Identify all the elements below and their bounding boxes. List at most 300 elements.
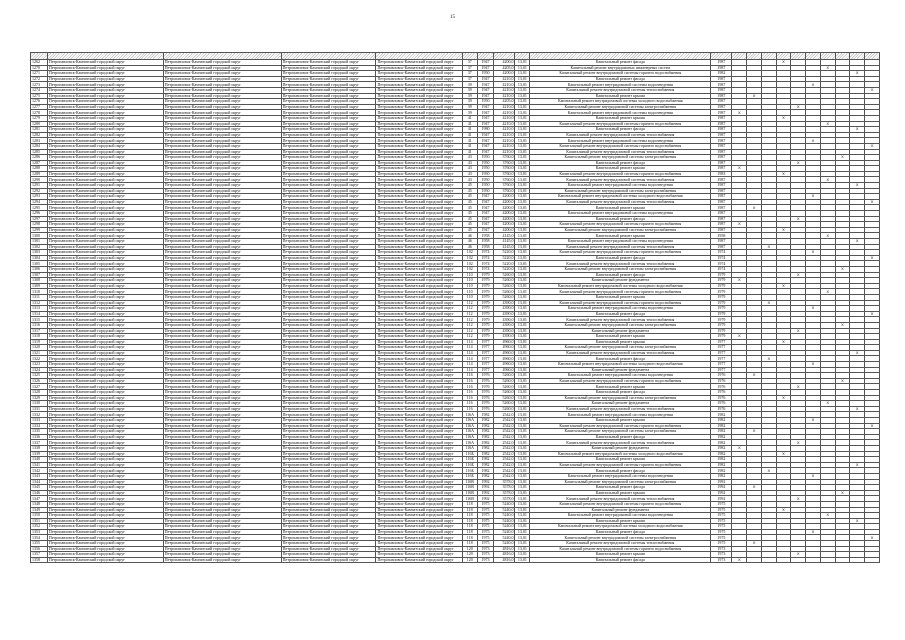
cell-region: Петропавловск-Камчатский городской округ xyxy=(376,266,462,272)
cell-work: Капитальный ремонт фасада xyxy=(530,529,711,535)
cell-cost: 13,01 xyxy=(515,82,530,88)
mark-cell: X xyxy=(747,205,762,211)
cell-area: 4200,0 xyxy=(494,71,515,77)
cell-region: Петропавловск-Камчатский городской округ xyxy=(281,149,376,155)
cell-area: 4210,0 xyxy=(494,115,515,121)
cell-region: Петропавловск-Камчатский городской округ xyxy=(376,143,462,149)
cell-id: 1332 xyxy=(31,412,48,418)
cell-region: Петропавловск-Камчатский городской округ xyxy=(47,429,163,435)
cell-work: Капитальный ремонт внутридомовой системы водоотведения xyxy=(530,513,711,519)
cell-id: 1301 xyxy=(31,239,48,245)
mark-cell xyxy=(791,557,806,563)
cell-work: Капитальный ремонт крыши xyxy=(530,518,711,524)
cell-region: Петропавловск-Камчатский городской округ xyxy=(376,367,462,373)
cell-year: 1975 xyxy=(477,541,494,547)
cell-region: Петропавловск-Камчатский городской округ xyxy=(47,473,163,479)
cell-region: Петропавловск-Камчатский городской округ xyxy=(47,507,163,513)
cell-cost: 13,01 xyxy=(515,401,530,407)
cell-work: Капитальный ремонт фундамента xyxy=(530,367,711,373)
cell-year: 1982 xyxy=(477,468,494,474)
cell-region: Петропавловск-Камчатский городской округ xyxy=(376,132,462,138)
cell-cost: 13,01 xyxy=(515,367,530,373)
cell-year: 1950 xyxy=(477,183,494,189)
cell-region: Петропавловск-Камчатский городской округ xyxy=(47,115,163,121)
cell-due: 1987 xyxy=(711,104,732,110)
cell-house: 116Б xyxy=(462,473,477,479)
cell-id: 1346 xyxy=(31,490,48,496)
cell-work: Капитальный ремонт фундамента xyxy=(530,328,711,334)
mark-cell: X xyxy=(820,401,835,407)
cell-area: 3760,0 xyxy=(494,171,515,177)
cell-cost: 13,01 xyxy=(515,222,530,228)
cell-due: 1987 xyxy=(711,149,732,155)
cell-region: Петропавловск-Камчатский городской округ xyxy=(47,160,163,166)
cell-region: Петропавловск-Камчатский городской округ xyxy=(281,423,376,429)
cell-year: 1979 xyxy=(477,289,494,295)
cell-cost: 13,01 xyxy=(515,552,530,558)
cell-id: 1298 xyxy=(31,222,48,228)
cell-area: 4200,0 xyxy=(494,227,515,233)
cell-region: Петропавловск-Камчатский городской округ xyxy=(281,434,376,440)
cell-region: Петропавловск-Камчатский городской округ xyxy=(376,60,462,66)
mark-cell: X xyxy=(850,239,865,245)
cell-area: 4210,0 xyxy=(494,143,515,149)
cell-area: 4200,0 xyxy=(494,199,515,205)
cell-region: Петропавловск-Камчатский городской округ xyxy=(376,557,462,563)
mark-cell: X xyxy=(776,283,791,289)
cell-id: 1335 xyxy=(31,429,48,435)
cell-house: 110 xyxy=(462,289,477,295)
cell-house: 37 xyxy=(462,60,477,66)
cell-due: 1987 xyxy=(711,132,732,138)
cell-region: Петропавловск-Камчатский городской округ xyxy=(376,496,462,502)
cell-area: 5220,0 xyxy=(494,261,515,267)
cell-region: Петропавловск-Камчатский городской округ xyxy=(163,334,281,340)
cell-cost: 13,01 xyxy=(515,138,530,144)
cell-area: 5260,0 xyxy=(494,401,515,407)
cell-year: 1982 xyxy=(477,473,494,479)
cell-cost: 13,01 xyxy=(515,171,530,177)
cell-house: 114 xyxy=(462,367,477,373)
cell-region: Петропавловск-Камчатский городской округ xyxy=(281,261,376,267)
cell-cost: 13,01 xyxy=(515,160,530,166)
cell-year: 1992 xyxy=(477,485,494,491)
mark-cell: X xyxy=(791,328,806,334)
cell-region: Петропавловск-Камчатский городской округ xyxy=(163,479,281,485)
cell-region: Петропавловск-Камчатский городской округ xyxy=(47,501,163,507)
cell-due: 1973 xyxy=(711,552,732,558)
cell-year: 1950 xyxy=(477,155,494,161)
cell-cost: 13,01 xyxy=(515,434,530,440)
cell-area: 4390,0 xyxy=(494,334,515,340)
cell-house: 116А xyxy=(462,418,477,424)
cell-area: 4210,0 xyxy=(494,138,515,144)
cell-due: 1982 xyxy=(711,71,732,77)
cell-cost: 13,01 xyxy=(515,445,530,451)
cell-region: Петропавловск-Камчатский городской округ xyxy=(281,110,376,116)
cell-region: Петропавловск-Камчатский городской округ xyxy=(47,423,163,429)
cell-id: 1340 xyxy=(31,457,48,463)
cell-id: 1333 xyxy=(31,418,48,424)
cell-cost: 13,01 xyxy=(515,227,530,233)
cell-area: 5260,0 xyxy=(494,390,515,396)
cell-cost: 13,01 xyxy=(515,418,530,424)
cell-cost: 13,01 xyxy=(515,65,530,71)
cell-area: 5240,0 xyxy=(494,501,515,507)
cell-region: Петропавловск-Камчатский городской округ xyxy=(47,261,163,267)
mark-cell: X xyxy=(865,423,880,429)
cell-cost: 13,01 xyxy=(515,71,530,77)
cell-region: Петропавловск-Камчатский городской округ xyxy=(281,378,376,384)
cell-year: 1947 xyxy=(477,199,494,205)
mark-cell xyxy=(820,557,835,563)
cell-year: 1950 xyxy=(477,188,494,194)
cell-id: 1282 xyxy=(31,132,48,138)
cell-area: 4390,0 xyxy=(494,317,515,323)
cell-region: Петропавловск-Камчатский городской округ xyxy=(281,552,376,558)
mark-cell: X xyxy=(761,356,776,362)
cell-work: Капитальный ремонт внутридомовой системы электроснабжения xyxy=(530,535,711,541)
cell-cost: 13,01 xyxy=(515,283,530,289)
cell-due: 1982 xyxy=(711,457,732,463)
cell-due: 1987 xyxy=(711,188,732,194)
cell-house: 41 xyxy=(462,115,477,121)
cell-area: 4960,0 xyxy=(494,350,515,356)
cell-region: Петропавловск-Камчатский городской округ xyxy=(376,115,462,121)
cell-id: 1331 xyxy=(31,406,48,412)
mark-cell: X xyxy=(791,104,806,110)
cell-house: 112 xyxy=(462,322,477,328)
cell-region: Петропавловск-Камчатский городской округ xyxy=(376,283,462,289)
cell-due: 1979 xyxy=(711,311,732,317)
cell-work: Капитальный ремонт фасада xyxy=(530,390,711,396)
cell-work: Капитальный ремонт внутридомовой системы водоотведения xyxy=(530,110,711,116)
cell-due: 1987 xyxy=(711,115,732,121)
cell-due: 1982 xyxy=(711,434,732,440)
cell-work: Капитальный ремонт фундамента xyxy=(530,507,711,513)
cell-id: 1311 xyxy=(31,294,48,300)
cell-region: Петропавловск-Камчатский городской округ xyxy=(281,155,376,161)
cell-year: 1975 xyxy=(477,535,494,541)
cell-house: 116 xyxy=(462,378,477,384)
cell-due: 1979 xyxy=(711,294,732,300)
cell-area: 4960,0 xyxy=(494,367,515,373)
cell-region: Петропавловск-Камчатский городской округ xyxy=(163,362,281,368)
cell-id: 1327 xyxy=(31,384,48,390)
cell-house: 39 xyxy=(462,87,477,93)
cell-region: Петропавловск-Камчатский городской округ xyxy=(376,541,462,547)
cell-id: 1330 xyxy=(31,401,48,407)
cell-work: Капитальный ремонт внутридомовой системы холодного водоснабжения xyxy=(530,283,711,289)
cell-year: 1977 xyxy=(477,367,494,373)
cell-id: 1300 xyxy=(31,233,48,239)
cell-region: Петропавловск-Камчатский городской округ xyxy=(281,171,376,177)
cell-region: Петропавловск-Камчатский городской округ xyxy=(163,513,281,519)
cell-due: 1976 xyxy=(711,390,732,396)
cell-work: Капитальный ремонт фасада xyxy=(530,311,711,317)
cell-region: Петропавловск-Камчатский городской округ xyxy=(163,557,281,563)
cell-region: Петропавловск-Камчатский городской округ xyxy=(47,294,163,300)
cell-year: 1975 xyxy=(477,529,494,535)
cell-cost: 13,01 xyxy=(515,121,530,127)
cell-region: Петропавловск-Камчатский городской округ xyxy=(376,524,462,530)
mark-cell: X xyxy=(806,194,821,200)
cell-region: Петропавловск-Камчатский городской округ xyxy=(376,71,462,77)
cell-region: Петропавловск-Камчатский городской округ xyxy=(376,485,462,491)
cell-year: 1947 xyxy=(477,149,494,155)
mark-cell: X xyxy=(865,199,880,205)
cell-area: 4210,0 xyxy=(494,121,515,127)
cell-region: Петропавловск-Камчатский городской округ xyxy=(47,99,163,105)
cell-region: Петропавловск-Камчатский городской округ xyxy=(281,429,376,435)
cell-due: 1979 xyxy=(711,317,732,323)
cell-region: Петропавловск-Камчатский городской округ xyxy=(281,188,376,194)
cell-cost: 13,01 xyxy=(515,485,530,491)
cell-cost: 13,01 xyxy=(515,535,530,541)
cell-area: 5240,0 xyxy=(494,529,515,535)
cell-area: 4210,0 xyxy=(494,82,515,88)
cell-due: 1975 xyxy=(711,507,732,513)
cell-region: Петропавловск-Камчатский городской округ xyxy=(376,306,462,312)
cell-due: 1979 xyxy=(711,322,732,328)
cell-year: 1976 xyxy=(477,406,494,412)
cell-region: Петропавловск-Камчатский городской округ xyxy=(281,524,376,530)
cell-id: 1325 xyxy=(31,373,48,379)
cell-due: 1976 xyxy=(711,373,732,379)
cell-house: 118 xyxy=(462,513,477,519)
cell-region: Петропавловск-Камчатский городской округ xyxy=(163,138,281,144)
mark-cell: X xyxy=(776,60,791,66)
cell-cost: 13,01 xyxy=(515,373,530,379)
cell-cost: 13,01 xyxy=(515,87,530,93)
cell-area: 4210,0 xyxy=(494,110,515,116)
cell-house: 112 xyxy=(462,306,477,312)
cell-house: 116А xyxy=(462,445,477,451)
cell-due: 1975 xyxy=(711,541,732,547)
cell-area: 4145,0 xyxy=(494,244,515,250)
cell-work: Капитальный ремонт внутридомовой системы теплоснабжения xyxy=(530,244,711,250)
cell-due: 1987 xyxy=(711,60,732,66)
cell-cost: 13,01 xyxy=(515,462,530,468)
cell-id: 1275 xyxy=(31,93,48,99)
cell-area: 4200,0 xyxy=(494,211,515,217)
mark-cell: X xyxy=(791,216,806,222)
cell-cost: 13,01 xyxy=(515,188,530,194)
cell-region: Петропавловск-Камчатский городской округ xyxy=(163,328,281,334)
cell-cost: 13,01 xyxy=(515,216,530,222)
cell-work: Капитальный ремонт внутридомовой системы горячего водоснабжения xyxy=(530,546,711,552)
cell-year: 1980 xyxy=(477,127,494,133)
cell-cost: 13,01 xyxy=(515,322,530,328)
mark-cell: X xyxy=(850,406,865,412)
cell-id: 1318 xyxy=(31,334,48,340)
cell-work: Капитальный ремонт внутридомовой системы электроснабжения xyxy=(530,395,711,401)
mark-cell: X xyxy=(791,272,806,278)
cell-region: Петропавловск-Камчатский городской округ xyxy=(163,412,281,418)
cell-region: Петропавловск-Камчатский городской округ xyxy=(376,211,462,217)
cell-region: Петропавловск-Камчатский городской округ xyxy=(47,289,163,295)
cell-region: Петропавловск-Камчатский городской округ xyxy=(281,401,376,407)
cell-work: Капитальный ремонт внутридомовой системы теплоснабжения xyxy=(530,317,711,323)
cell-cost: 13,01 xyxy=(515,60,530,66)
cell-id: 1352 xyxy=(31,524,48,530)
cell-id: 1286 xyxy=(31,155,48,161)
cell-region: Петропавловск-Камчатский городской округ xyxy=(47,513,163,519)
cell-area: 4816,0 xyxy=(494,557,515,563)
cell-region: Петропавловск-Камчатский городской округ xyxy=(47,356,163,362)
cell-year: 1979 xyxy=(477,294,494,300)
cell-work: Капитальный ремонт внутридомовой системы горячего водоснабжения xyxy=(530,462,711,468)
cell-region: Петропавловск-Камчатский городской округ xyxy=(281,384,376,390)
cell-area: 4210,0 xyxy=(494,93,515,99)
cell-region: Петропавловск-Камчатский городской округ xyxy=(281,143,376,149)
cell-work: Капитальный ремонт крыши xyxy=(530,205,711,211)
cell-area: 3760,0 xyxy=(494,188,515,194)
cell-year: 1975 xyxy=(477,501,494,507)
cell-region: Петропавловск-Камчатский городской округ xyxy=(376,334,462,340)
cell-work: Капитальный ремонт фасада xyxy=(530,485,711,491)
cell-region: Петропавловск-Камчатский городской округ xyxy=(281,278,376,284)
cell-work: Капитальный ремонт внутридомовой системы теплоснабжения xyxy=(530,132,711,138)
cell-year: 1982 xyxy=(477,434,494,440)
cell-cost: 13,01 xyxy=(515,127,530,133)
cell-region: Петропавловск-Камчатский городской округ xyxy=(47,104,163,110)
cell-work: Капитальный ремонт внутридомовой системы горячего водоснабжения xyxy=(530,501,711,507)
cell-house: 39 xyxy=(462,104,477,110)
cell-due: 1979 xyxy=(711,300,732,306)
cell-year: 1950 xyxy=(477,177,494,183)
mark-cell xyxy=(761,557,776,563)
cell-due: 1987 xyxy=(711,99,732,105)
cell-year: 1958 xyxy=(477,239,494,245)
cell-cost: 13,01 xyxy=(515,250,530,256)
cell-due: 1987 xyxy=(711,227,732,233)
cell-year: 1976 xyxy=(477,378,494,384)
cell-work: Капитальный ремонт внутридомовой системы водоотведения xyxy=(530,473,711,479)
cell-area: 5240,0 xyxy=(494,513,515,519)
cell-area: 2542,0 xyxy=(494,473,515,479)
cell-region: Петропавловск-Камчатский городской округ xyxy=(281,535,376,541)
cell-due: 1975 xyxy=(711,501,732,507)
mark-cell: X xyxy=(835,155,850,161)
cell-year: 1979 xyxy=(477,322,494,328)
cell-region: Петропавловск-Камчатский городской округ xyxy=(47,418,163,424)
cell-area: 4145,0 xyxy=(494,239,515,245)
cell-region: Петропавловск-Камчатский городской округ xyxy=(376,378,462,384)
cell-cost: 13,01 xyxy=(515,261,530,267)
cell-house: 45 xyxy=(462,188,477,194)
cell-region: Петропавловск-Камчатский городской округ xyxy=(163,507,281,513)
cell-region: Петропавловск-Камчатский городской округ xyxy=(163,250,281,256)
cell-region: Петропавловск-Камчатский городской округ xyxy=(47,82,163,88)
cell-due: 1987 xyxy=(711,76,732,82)
cell-house: 112 xyxy=(462,311,477,317)
cell-region: Петропавловск-Камчатский городской округ xyxy=(47,462,163,468)
cell-id: 1348 xyxy=(31,501,48,507)
cell-region: Петропавловск-Камчатский городской округ xyxy=(47,76,163,82)
cell-region: Петропавловск-Камчатский городской округ xyxy=(281,244,376,250)
cell-region: Петропавловск-Камчатский городской округ xyxy=(47,306,163,312)
cell-cost: 13,01 xyxy=(515,507,530,513)
cell-area: 3760,0 xyxy=(494,183,515,189)
cell-work: Капитальный ремонт внутридомовой системы теплоснабжения xyxy=(530,87,711,93)
cell-house: 118 xyxy=(462,535,477,541)
cell-id: 1334 xyxy=(31,423,48,429)
cell-region: Петропавловск-Камчатский городской округ xyxy=(281,216,376,222)
cell-region: Петропавловск-Камчатский городской округ xyxy=(376,445,462,451)
cell-house: 112 xyxy=(462,300,477,306)
cell-cost: 13,01 xyxy=(515,177,530,183)
cell-region: Петропавловск-Камчатский городской округ xyxy=(47,138,163,144)
cell-work: Капитальный ремонт внутридомовой системы теплоснабжения xyxy=(530,199,711,205)
cell-id: 1313 xyxy=(31,306,48,312)
cell-cost: 13,01 xyxy=(515,115,530,121)
cell-id: 1294 xyxy=(31,199,48,205)
cell-work: Капитальный ремонт фасада xyxy=(530,434,711,440)
cell-work: Капитальный ремонт внутридомовой системы холодного водоснабжения xyxy=(530,362,711,368)
cell-work: Капитальный ремонт внутридомовой системы водоотведения xyxy=(530,306,711,312)
cell-cost: 13,01 xyxy=(515,524,530,530)
cell-region: Петропавловск-Камчатский городской округ xyxy=(376,121,462,127)
cell-region: Петропавловск-Камчатский городской округ xyxy=(47,401,163,407)
cell-id: 1289 xyxy=(31,171,48,177)
cell-region: Петропавловск-Камчатский городской округ xyxy=(163,65,281,71)
cell-cost: 13,01 xyxy=(515,473,530,479)
cell-area: 5220,0 xyxy=(494,266,515,272)
mark-cell: X xyxy=(820,177,835,183)
cell-region: Петропавловск-Камчатский городской округ xyxy=(163,294,281,300)
cell-id: 1303 xyxy=(31,250,48,256)
cell-house: 112 xyxy=(462,334,477,340)
cell-area: 4200,0 xyxy=(494,205,515,211)
cell-id: 1350 xyxy=(31,513,48,519)
cell-region: Петропавловск-Камчатский городской округ xyxy=(47,188,163,194)
cell-house: 46 xyxy=(462,233,477,239)
cell-cost: 13,01 xyxy=(515,496,530,502)
cell-id: 1280 xyxy=(31,121,48,127)
cell-cost: 13,01 xyxy=(515,546,530,552)
cell-id: 1293 xyxy=(31,194,48,200)
cell-year: 1947 xyxy=(477,115,494,121)
cell-region: Петропавловск-Камчатский городской округ xyxy=(163,244,281,250)
cell-region: Петропавловск-Камчатский городской округ xyxy=(47,227,163,233)
cell-house: 116Б xyxy=(462,468,477,474)
cell-area: 2542,0 xyxy=(494,434,515,440)
cell-work: Капитальный ремонт внутридомовой системы холодного водоснабжения xyxy=(530,451,711,457)
cell-region: Петропавловск-Камчатский городской округ xyxy=(281,300,376,306)
mark-cell: X xyxy=(747,429,762,435)
cell-due: 1977 xyxy=(711,350,732,356)
cell-region: Петропавловск-Камчатский городской округ xyxy=(376,322,462,328)
cell-area: 4200,0 xyxy=(494,216,515,222)
cell-area: 4960,0 xyxy=(494,362,515,368)
cell-region: Петропавловск-Камчатский городской округ xyxy=(47,529,163,535)
cell-year: 1982 xyxy=(477,457,494,463)
cell-due: 1982 xyxy=(711,468,732,474)
cell-house: 46 xyxy=(462,244,477,250)
cell-house: 43 xyxy=(462,177,477,183)
cell-area: 3578,0 xyxy=(494,479,515,485)
cell-year: 1979 xyxy=(477,306,494,312)
cell-id: 1358 xyxy=(31,557,48,563)
cell-year: 1947 xyxy=(477,110,494,116)
cell-region: Петропавловск-Камчатский городской округ xyxy=(47,166,163,172)
cell-house: 114 xyxy=(462,350,477,356)
cell-year: 1947 xyxy=(477,227,494,233)
cell-year: 1975 xyxy=(477,518,494,524)
cell-work: Капитальный ремонт внутридомовой системы холодного водоснабжения xyxy=(530,99,711,105)
cell-year: 1992 xyxy=(477,496,494,502)
